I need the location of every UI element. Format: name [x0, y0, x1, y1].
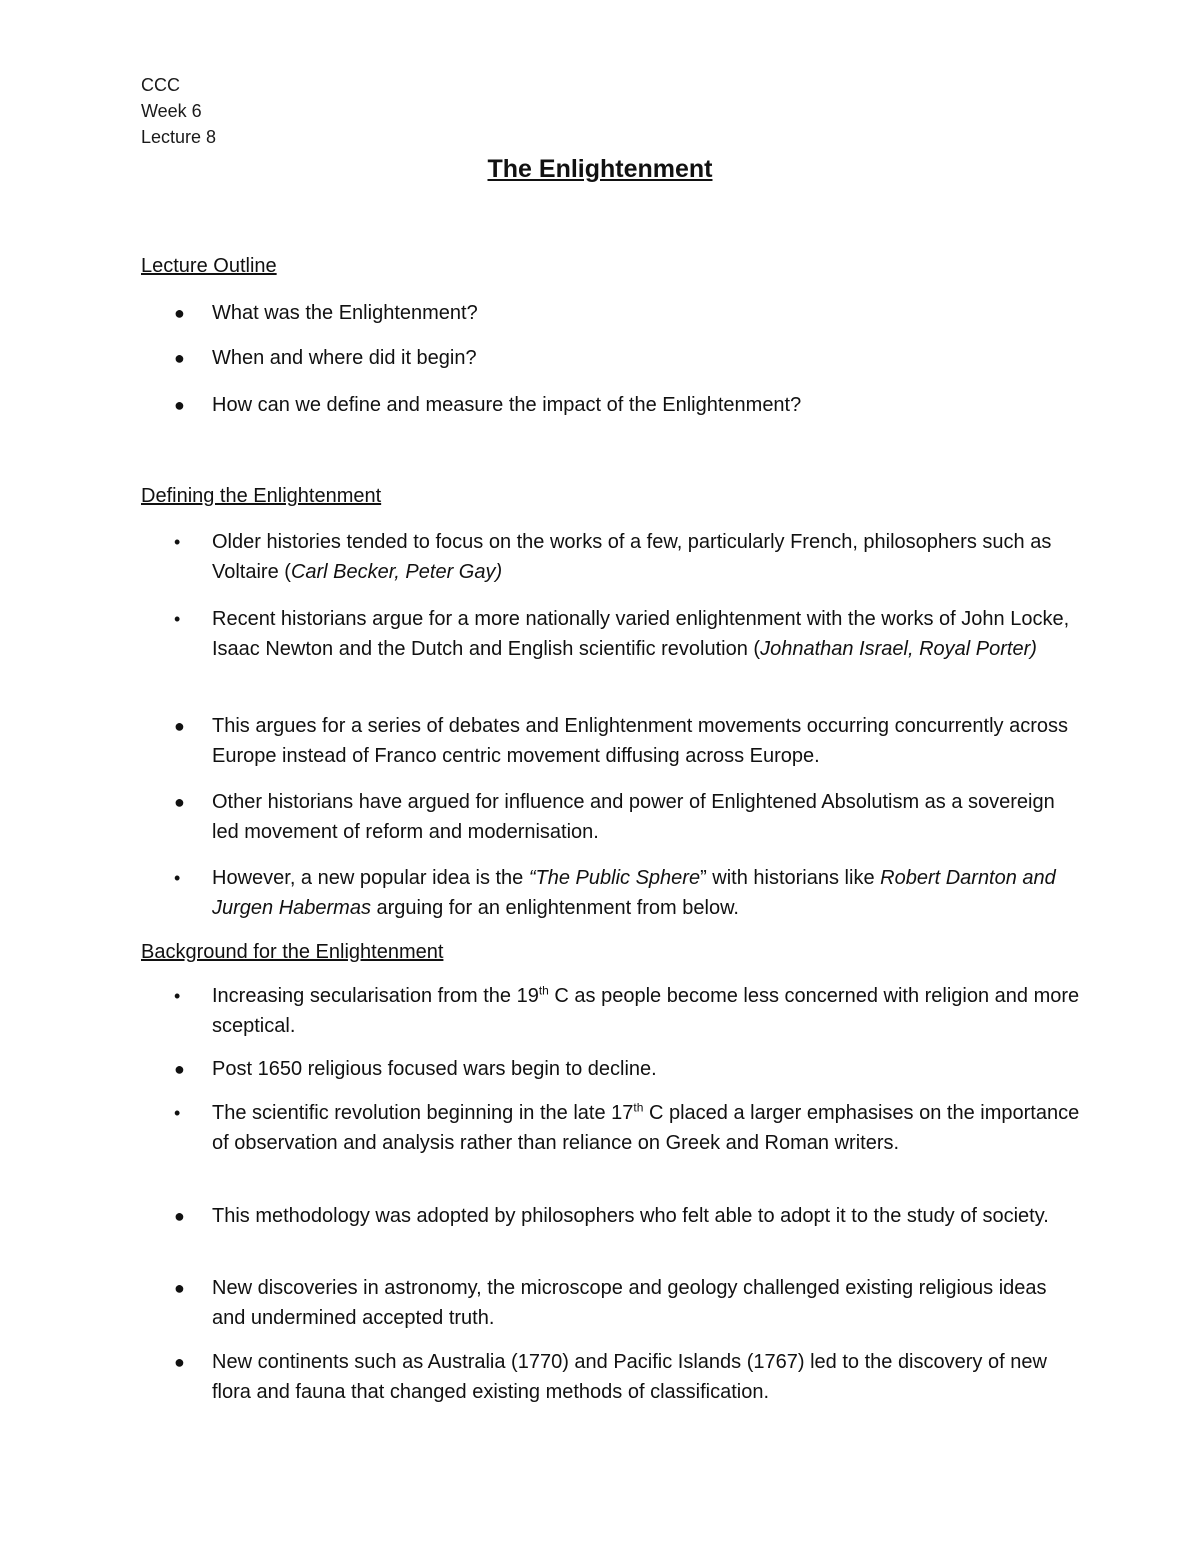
list-item-text: This argues for a series of debates and Enlightenment movements occurring concurrently across Europe instead of Franco centric movement diffusing across Europe. — [212, 715, 1068, 767]
bullet-text: C placed a larger emphasises on the importance of observation and analysis rather than reliance on Greek and Roman writers. — [212, 1102, 1080, 1154]
citation: Carl Becker, Peter Gay) — [290, 560, 503, 583]
list-item-text — [212, 528, 1082, 587]
superscript: th — [633, 1100, 644, 1115]
outline-item-text: How can we define and measure the impact of the Enlightenment? — [212, 394, 802, 416]
bullet-icon: ● — [174, 792, 185, 812]
list-item-text — [212, 982, 1082, 1041]
outline-item-text: What was the Enlightenment? — [212, 302, 478, 324]
citation: Johnathan Israel, Royal Porter) — [760, 637, 1037, 660]
background-heading: Background for the Enlightenment — [141, 941, 444, 963]
bullet-text: C as people become less concerned with religion and more sceptical. — [212, 985, 1080, 1037]
quoted-term: “The Public Sphere — [528, 867, 701, 889]
bullet-icon: ● — [174, 1059, 185, 1079]
list-item-text: New continents such as Australia (1770) and Pacific Islands (1767) led to the discovery of new flora and fauna that changed existing methods of classification. — [212, 1351, 1047, 1403]
bullet-icon: ● — [174, 1278, 185, 1298]
bullet-text: Recent historians argue for a more nationally varied enlightenment with the works of John Locke, Isaac Newton and the Dutch and English scientific revolution ( — [212, 608, 1070, 660]
defining-heading: Defining the Enlightenment — [141, 485, 382, 507]
bullet-icon: • — [174, 532, 181, 552]
list-item-text: Other historians have argued for influence and power of Enlightened Absolutism as a sovereign led movement of reform and modernisation. — [212, 791, 1055, 843]
bullet-icon: ● — [174, 1206, 185, 1226]
list-item-text: This methodology was adopted by philosophers who felt able to adopt it to the study of society. — [212, 1205, 1049, 1227]
bullet-icon: ● — [174, 1352, 185, 1372]
course-code: CCC — [141, 75, 180, 95]
list-item-text: Post 1650 religious focused wars begin to decline. — [212, 1058, 657, 1080]
bullet-icon: • — [174, 1103, 181, 1123]
bullet-icon: ● — [174, 348, 185, 368]
list-item-text: New discoveries in astronomy, the microscope and geology challenged existing religious ideas and undermined accepted truth. — [212, 1277, 1047, 1329]
bullet-text: However, a new popular idea is the — [212, 867, 529, 889]
citation: Robert Darnton and Jurgen Habermas — [212, 867, 1056, 919]
bullet-text: ” with historians like — [700, 867, 881, 889]
bullet-text: arguing for an enlightenment from below. — [370, 896, 739, 919]
bullet-text: Increasing secularisation from the 19 — [212, 985, 539, 1007]
bullet-icon: • — [174, 986, 181, 1006]
bullet-icon: • — [174, 868, 181, 888]
list-item-text — [212, 1099, 1082, 1158]
page-title: The Enlightenment — [487, 155, 713, 183]
bullet-icon: ● — [174, 716, 185, 736]
outline-heading: Lecture Outline — [141, 255, 277, 277]
list-item-text — [212, 605, 1082, 664]
bullet-icon: ● — [174, 303, 185, 323]
lecture-label: Lecture 8 — [141, 127, 217, 147]
bullet-icon: ● — [174, 395, 185, 415]
list-item-text — [212, 864, 1082, 923]
bullet-text: The scientific revolution beginning in the late 17 — [212, 1102, 634, 1124]
superscript: th — [538, 983, 549, 998]
bullet-icon: • — [174, 609, 181, 629]
bullet-text: Older histories tended to focus on the works of a few, particularly French, philosophers such as Voltaire ( — [212, 531, 1052, 583]
outline-item-text: When and where did it begin? — [212, 347, 477, 369]
week-label: Week 6 — [141, 101, 202, 121]
